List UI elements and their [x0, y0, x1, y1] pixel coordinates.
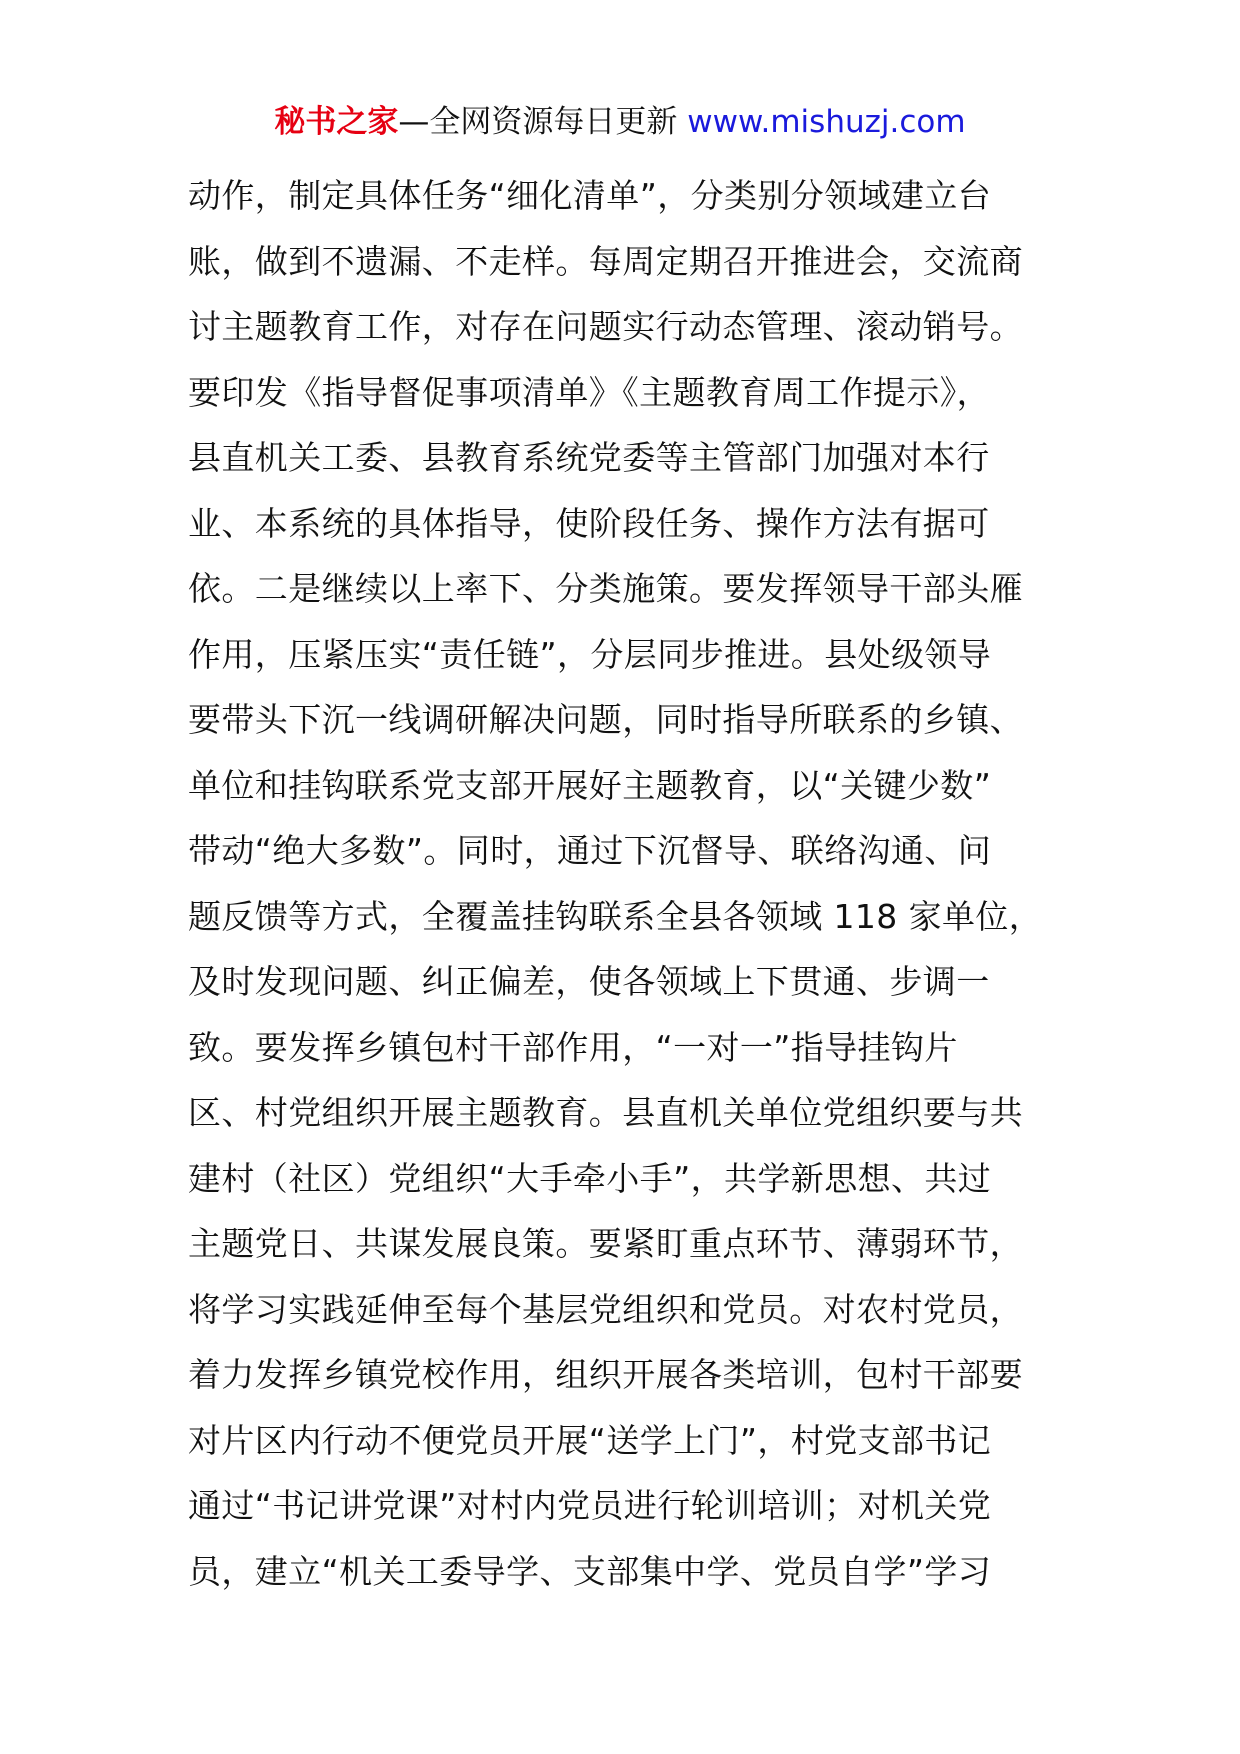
- text-line: 员，建立“机关工委导学、支部集中学、党员自学”学习: [188, 1551, 992, 1591]
- text-line: 账，做到不遗漏、不走样。每周定期召开推进会，交流商: [188, 241, 1023, 281]
- text-line: 主题党日、共谋发展良策。要紧盯重点环节、薄弱环节，: [188, 1224, 1023, 1263]
- header-tagline: —全网资源每日更新: [398, 104, 678, 140]
- site-url-link[interactable]: www.mishuzj.com: [687, 104, 966, 140]
- text-line: 讨主题教育工作，对存在问题实行动态管理、滚动销号。: [188, 307, 1023, 346]
- text-line: 依。二是继续以上率下、分类施策。要发挥领导干部头雁: [188, 569, 1023, 608]
- text-line: 通过“书记讲党课”对村内党员进行轮训培训；对机关党: [188, 1486, 992, 1525]
- text-line: 要带头下沉一线调研解决问题，同时指导所联系的乡镇、: [188, 700, 1023, 739]
- document-body: [188, 163, 1068, 1604]
- page-header: [0, 100, 1240, 144]
- text-line: 县直机关工委、县教育系统党委等主管部门加强对本行: [188, 438, 990, 477]
- text-line: 将学习实践延伸至每个基层党组织和党员。对农村党员，: [188, 1289, 1023, 1329]
- text-line: 单位和挂钩联系党支部开展好主题教育，以“关键少数”: [188, 765, 992, 805]
- brand-name: 秘书之家: [274, 104, 399, 140]
- text-line: 业、本系统的具体指导，使阶段任务、操作方法有据可: [188, 503, 990, 543]
- text-line: 致。要发挥乡镇包村干部作用，“一对一”指导挂钩片: [188, 1027, 958, 1067]
- text-line: 建村（社区）党组织“大手牵小手”，共学新思想、共过: [188, 1158, 992, 1198]
- text-line: 区、村党组织开展主题教育。县直机关单位党组织要与共: [188, 1093, 1023, 1132]
- text-line: 着力发挥乡镇党校作用，组织开展各类培训，包村干部要: [188, 1355, 1023, 1394]
- text-line: 对片区内行动不便党员开展“送学上门”，村党支部书记: [188, 1420, 992, 1460]
- text-line: 题反馈等方式，全覆盖挂钩联系全县各领域 118 家单位，: [188, 896, 1043, 936]
- text-line: 及时发现问题、纠正偏差，使各领域上下贯通、步调一: [188, 962, 990, 1001]
- text-line: 动作，制定具体任务“细化清单”，分类别分领域建立台: [188, 176, 992, 215]
- text-line: 要印发《指导督促事项清单》《主题教育周工作提示》，: [188, 372, 990, 412]
- text-line: 带动“绝大多数”。同时，通过下沉督导、联络沟通、问: [188, 831, 992, 870]
- text-line: 作用，压紧压实“责任链”，分层同步推进。县处级领导: [188, 634, 992, 674]
